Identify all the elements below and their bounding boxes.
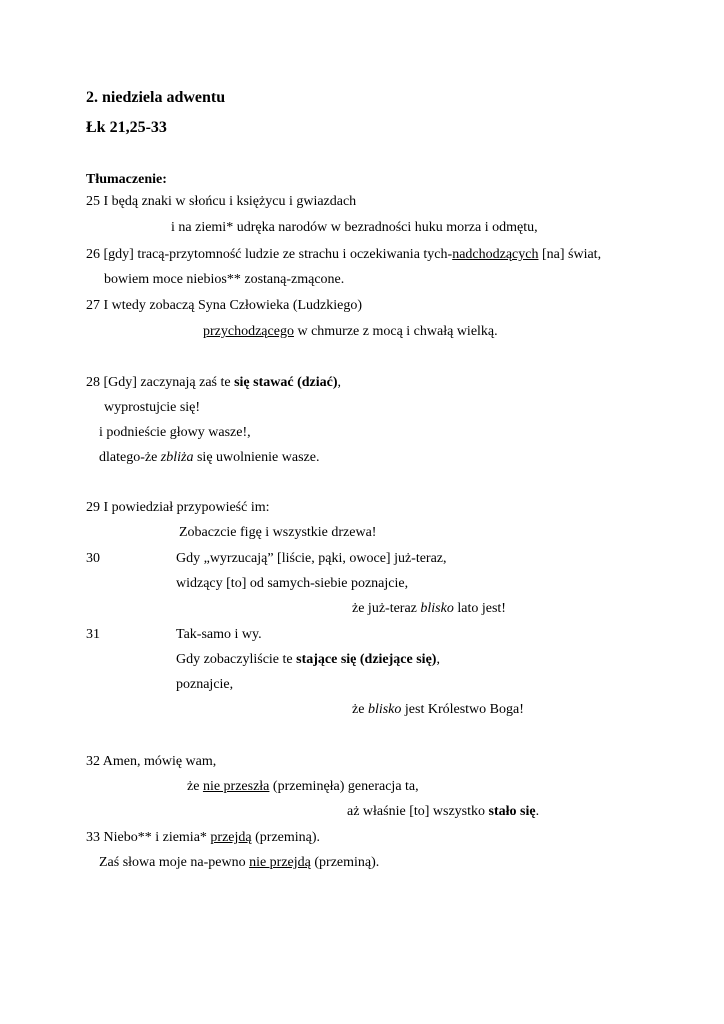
verse-segment: że już-teraz [352, 601, 421, 616]
verse-segment: , [337, 375, 342, 390]
verse-segment: Zobaczcie figę i wszystkie drzewa! [179, 525, 377, 540]
verse-number [86, 550, 100, 568]
verse-segment: dlatego-że [99, 450, 161, 465]
verse-segment: się uwolnienie wasze. [193, 450, 320, 465]
verse-segment: nie przeszła [202, 779, 270, 794]
verse-segment: Zaś słowa moje na-pewno [99, 855, 250, 870]
verse-line [176, 575, 408, 593]
verse-segment: bowiem moce niebios** zostaną-zmącone. [104, 272, 345, 287]
page-title: 2. niedziela adwentu [86, 89, 226, 106]
verse-segment: lato jest! [453, 601, 506, 616]
verse-segment: Tak-samo i wy. [176, 627, 262, 642]
verse-line [176, 626, 262, 644]
verse-line [179, 524, 376, 542]
verse-line [86, 193, 356, 211]
verse-segment: (przeminą). [251, 830, 321, 845]
verse-number [86, 626, 100, 644]
verse-segment: że [187, 779, 203, 794]
verse-segment: w chmurze z mocą i chwałą wielką. [293, 324, 498, 339]
verse-line [171, 219, 538, 237]
verse-segment: 29 I powiedział przypowieść im: [86, 500, 270, 515]
verse-segment: wyprostujcie się! [104, 400, 201, 415]
verse-line [99, 449, 319, 467]
verse-segment: 26 [gdy] tracą-przytomność ludzie ze strachu i oczekiwania tych- [86, 247, 453, 262]
verse-segment: , [436, 652, 440, 667]
verse-segment: . [535, 804, 540, 819]
verse-segment: 33 Niebo** i ziemia* [86, 830, 211, 845]
verse-line [347, 803, 539, 821]
verse-segment: stało się [488, 804, 536, 819]
verse-segment: nadchodzących [452, 247, 539, 262]
verse-line [86, 297, 362, 315]
verse-segment: Gdy zobaczyliście te [176, 652, 297, 667]
verse-segment: przejdą [210, 830, 252, 845]
verse-segment: 30 [86, 551, 100, 566]
verse-segment: poznajcie, [176, 677, 234, 692]
verse-line [86, 374, 341, 392]
verse-line [86, 753, 216, 771]
verse-segment: 28 [Gdy] zaczynają zaś te [86, 375, 235, 390]
verse-segment: się stawać (dziać) [234, 375, 338, 390]
verse-segment: stające się (dziejące się) [296, 652, 437, 667]
verse-line [86, 829, 320, 847]
verse-line [352, 701, 524, 719]
verse-line [104, 399, 200, 417]
verse-segment: (przeminą). [310, 855, 380, 870]
verse-segment: Gdy „wyrzucają” [liście, pąki, owoce] już-teraz, [176, 551, 447, 566]
verse-segment: że [352, 702, 368, 717]
verse-segment: widzący [to] od samych-siebie poznajcie, [176, 576, 409, 591]
verse-segment: przychodzącego [203, 324, 294, 339]
verse-segment: nie przejdą [249, 855, 311, 870]
verse-segment: [na] świat, [538, 247, 602, 262]
scripture-reference: Łk 21,25-33 [86, 119, 167, 136]
verse-line [187, 778, 419, 796]
verse-segment: 25 I będą znaki w słońcu i księżycu i gwiazdach [86, 194, 357, 209]
verse-segment: i na ziemi* udręka narodów w bezradności huku morza i odmętu, [171, 220, 538, 235]
verse-line [104, 271, 344, 289]
verse-segment: jest Królestwo Boga! [401, 702, 524, 717]
translation-label: Tłumaczenie: [86, 172, 167, 187]
verse-line [176, 676, 233, 694]
verse-line [99, 424, 251, 442]
verse-line [86, 499, 270, 517]
verse-line [176, 651, 440, 669]
verse-segment: zbliża [160, 450, 194, 465]
verse-line [176, 550, 447, 568]
verse-line [86, 246, 601, 264]
verse-segment: 27 I wtedy zobaczą Syna Człowieka (Ludzkiego) [86, 298, 363, 313]
verse-segment: blisko [420, 601, 454, 616]
verse-line [203, 323, 498, 341]
verse-segment: 31 [86, 627, 100, 642]
verse-segment: (przeminęła) generacja ta, [269, 779, 419, 794]
verse-segment: aż właśnie [to] wszystko [347, 804, 489, 819]
verse-segment: blisko [367, 702, 402, 717]
verse-line [352, 600, 506, 618]
verse-segment: i podnieście głowy wasze!, [99, 425, 251, 440]
verse-line [99, 854, 379, 872]
verse-segment: 32 Amen, mówię wam, [86, 754, 217, 769]
